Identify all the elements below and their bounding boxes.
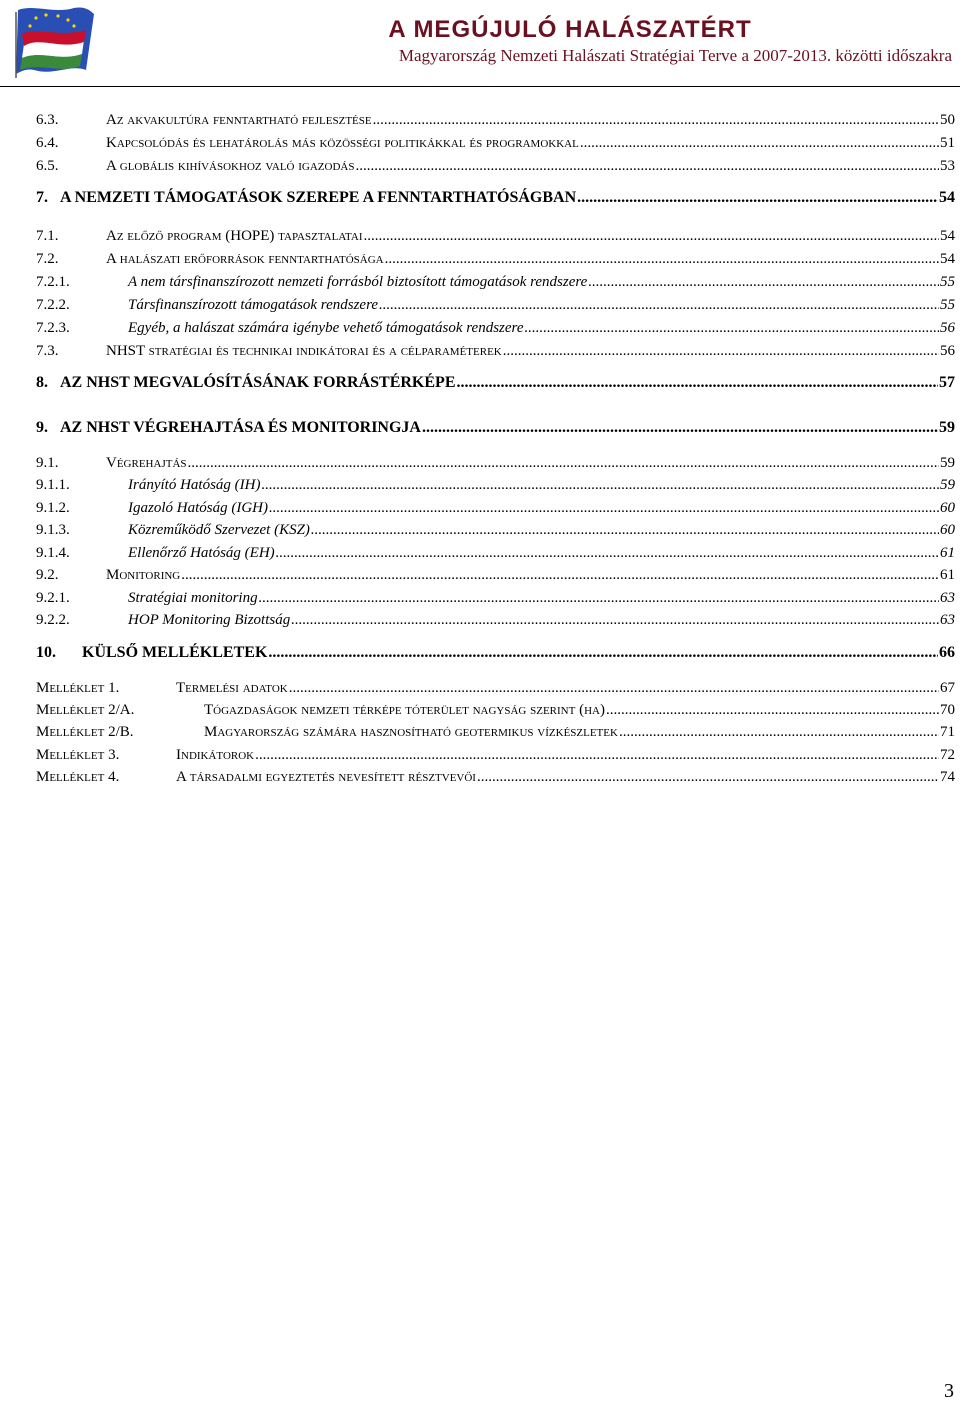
toc-entry[interactable] [36,642,955,664]
toc-page: 67 [940,680,955,696]
toc-entry[interactable] [36,248,955,270]
toc-entry[interactable] [36,109,955,131]
toc-number: 6.4. [36,135,59,151]
toc-leader [259,587,939,609]
document-subtitle: Magyarország Nemzeti Halászati Stratégiai Terve a 2007-2013. közötti időszakra [398,46,952,65]
toc-entry[interactable] [36,372,955,394]
toc-number: 9.1. [36,455,59,471]
toc-leader [580,132,939,154]
toc-number: Melléklet 3. [36,747,120,763]
toc-number: 9.1.3. [36,522,70,538]
toc-page: 55 [940,297,955,313]
toc-page: 59 [940,477,955,493]
toc-title: A halászati erőforrások fenntarthatósága [106,251,384,267]
toc-page: 59 [939,419,955,436]
toc-leader [276,542,939,564]
toc-entry[interactable] [36,609,955,631]
toc-leader [355,155,939,177]
toc-title: Igazoló Hatóság (IGH) [128,500,268,516]
toc-entry[interactable] [36,340,955,362]
toc-leader [373,109,939,131]
toc-leader [385,248,939,270]
toc-number: Melléklet 1. [36,680,120,696]
page-number: 3 [944,1380,954,1402]
toc-number: 9.1.1. [36,477,70,493]
toc-entry[interactable] [36,721,955,743]
toc-entry[interactable] [36,294,955,316]
toc-entry[interactable] [36,417,955,439]
toc-title: Társfinanszírozott támogatások rendszere [128,297,379,313]
toc-title: A társadalmi egyeztetés nevesített résztvevői [176,769,476,785]
toc-entry[interactable] [36,317,955,339]
toc-number: 10. [36,644,56,661]
toc-title: Az előző program (HOPE) tapasztalatai [106,228,363,244]
toc-number: 9. [36,419,48,436]
toc-entry[interactable] [36,155,955,177]
toc-entry[interactable] [36,744,955,766]
toc-page: 66 [939,644,955,661]
toc-title: Monitoring [106,567,181,583]
toc-entry[interactable] [36,587,955,609]
toc-page: 71 [940,724,955,740]
toc-page: 61 [940,567,955,583]
toc-entry[interactable] [36,132,955,154]
toc-title: A nem társfinanszírozott nemzeti forrásból biztosított támogatások rendszere [128,274,588,290]
toc-number: 7.2.3. [36,320,70,336]
toc-page: 56 [940,320,955,336]
toc-entry[interactable] [36,187,955,209]
toc-entry[interactable] [36,271,955,293]
toc-page: 54 [940,251,955,267]
toc-leader [525,317,940,339]
toc-page: 57 [939,374,955,391]
toc-page: 53 [940,158,955,174]
toc-leader [619,721,939,743]
toc-leader [268,642,938,664]
toc-entry[interactable] [36,519,955,541]
toc-leader [457,372,939,394]
toc-leader [588,271,939,293]
toc-title: Termelési adatok [176,680,288,696]
toc-leader [422,417,938,439]
toc-title: Végrehajtás [106,455,187,471]
toc-title: NHST stratégiai és technikai indikátorai és a célparaméterek [106,343,502,359]
toc-page: 60 [940,522,955,538]
toc-title: KÜLSŐ MELLÉKLETEK [82,644,268,661]
toc-title: Stratégiai monitoring [128,590,258,606]
toc-entry[interactable] [36,766,955,788]
toc-page: 74 [940,769,955,785]
toc-leader [255,744,939,766]
toc-title: AZ NHST MEGVALÓSÍTÁSÁNAK FORRÁSTÉRKÉPE [60,374,456,391]
toc-leader [291,609,939,631]
toc-leader [289,677,939,699]
toc-entry[interactable] [36,497,955,519]
toc-number: 7.1. [36,228,59,244]
toc-number: 7. [36,189,48,206]
toc-title: AZ NHST VÉGREHAJTÁSA ÉS MONITORINGJA [60,419,421,436]
toc-leader [188,452,939,474]
toc-entry[interactable] [36,452,955,474]
toc-page: 63 [940,590,955,606]
toc-page: 55 [940,274,955,290]
toc-page: 72 [940,747,955,763]
toc-entry[interactable] [36,564,955,586]
toc-number: 6.3. [36,112,59,128]
toc-title: Közreműködő Szervezet (KSZ) [128,522,310,538]
toc-title: Irányító Hatóság (IH) [128,477,261,493]
toc-leader [379,294,939,316]
toc-leader [261,474,939,496]
toc-page: 56 [940,343,955,359]
toc-number: 9.1.2. [36,500,70,516]
toc-number: 7.3. [36,343,59,359]
toc-number: 9.2.2. [36,612,70,628]
document-title: A MEGÚJULÓ HALÁSZATÉRT [388,16,752,43]
toc-leader [269,497,939,519]
toc-page: 63 [940,612,955,628]
toc-title: Kapcsolódás és lehatárolás más közösségi politikákkal és programokkal [106,135,579,151]
toc-number: 9.1.4. [36,545,70,561]
toc-title: Egyéb, a halászat számára igénybe vehető támogatások rendszere [128,320,524,336]
toc-title: A globális kihívásokhoz való igazodás [106,158,355,174]
toc-number: Melléklet 2/B. [36,724,134,740]
toc-number: Melléklet 2/A. [36,702,135,718]
toc-number: 7.2.2. [36,297,70,313]
toc-page: 54 [940,228,955,244]
toc-number: 9.2.1. [36,590,70,606]
toc-number: Melléklet 4. [36,769,120,785]
toc-page: 70 [940,702,955,718]
toc-title: Magyarország számára hasznosítható geotermikus vízkészletek [204,724,618,740]
toc-entry[interactable] [36,677,955,699]
toc-number: 7.2. [36,251,59,267]
toc-title: Tógazdaságok nemzeti térképe tóterület nagyság szerint (ha) [204,702,605,718]
toc-leader [606,699,939,721]
toc-number: 7.2.1. [36,274,70,290]
toc-entry[interactable] [36,542,955,564]
toc-leader [364,225,939,247]
toc-title: Indikátorok [176,747,255,763]
toc-page: 60 [940,500,955,516]
toc-page: 50 [940,112,955,128]
toc-leader [503,340,939,362]
toc-page: 61 [940,545,955,561]
toc-entry[interactable] [36,699,955,721]
toc-title: A NEMZETI TÁMOGATÁSOK SZEREPE A FENNTARTHATÓSÁGBAN [60,189,577,206]
toc-entry[interactable] [36,474,955,496]
toc-number: 9.2. [36,567,59,583]
toc-number: 8. [36,374,48,391]
toc-leader [181,564,939,586]
toc-title: HOP Monitoring Bizottság [128,612,291,628]
toc-page: 51 [940,135,955,151]
toc-title: Az akvakultúra fenntartható fejlesztése [106,112,372,128]
toc-leader [577,187,938,209]
toc-page: 54 [939,189,955,206]
toc-entry[interactable] [36,225,955,247]
toc-title: Ellenőrző Hatóság (EH) [128,545,275,561]
toc-page: 59 [940,455,955,471]
toc-leader [477,766,939,788]
toc-leader [311,519,939,541]
toc-number: 6.5. [36,158,59,174]
